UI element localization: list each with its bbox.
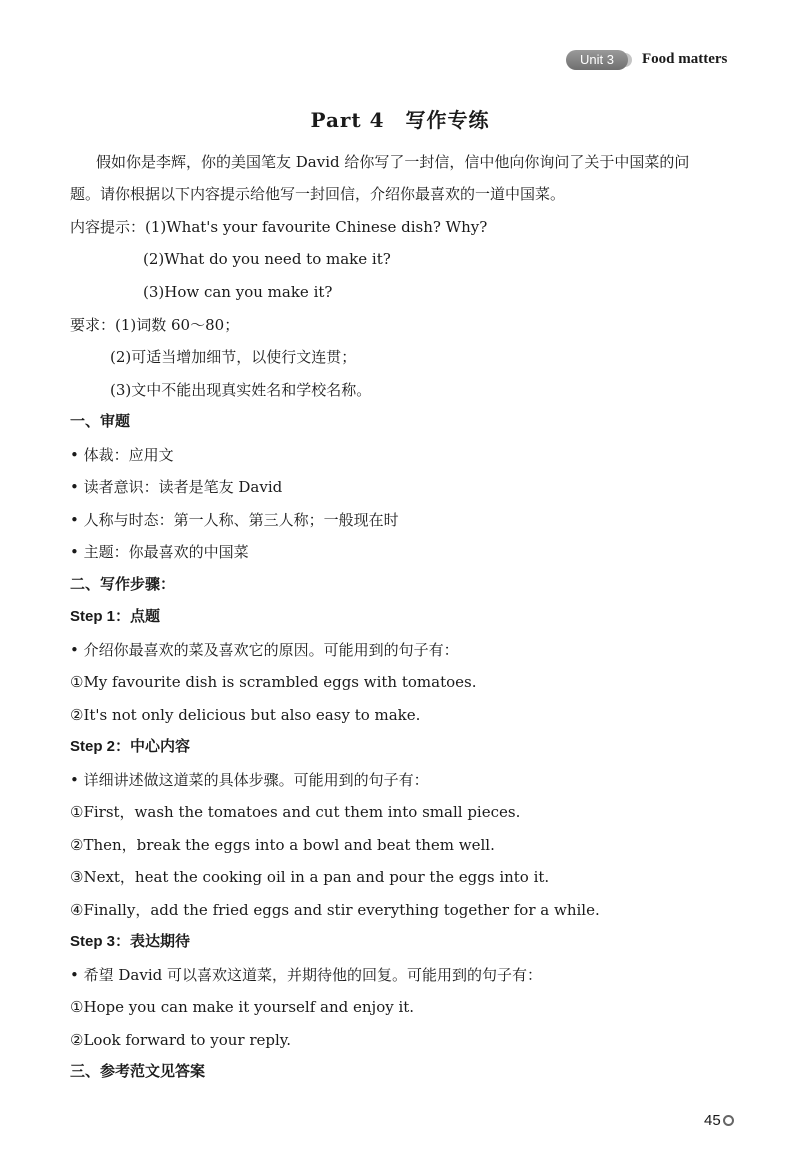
requirement-line: (2)可适当增加细节，以使行文连贯；	[110, 348, 357, 366]
requirement-line: (3)文中不能出现真实姓名和学校名称。	[110, 381, 372, 399]
example-sentence: ②Then，break the eggs into a bowl and beat them well.	[70, 836, 495, 854]
section-heading: 一、审题	[70, 413, 131, 430]
bullet-item: • 体裁：应用文	[70, 446, 174, 464]
bullet-item: • 人称与时态：第一人称、第三人称；一般现在时	[70, 511, 399, 529]
prompt-line: 内容提示：(1)What's your favourite Chinese dish? Why?	[70, 218, 488, 236]
part-title: Part 4 写作专练	[310, 108, 490, 132]
example-sentence: ①Hope you can make it yourself and enjoy it.	[70, 998, 415, 1016]
unit-header	[566, 50, 746, 72]
prompt-line: (3)How can you make it?	[143, 283, 333, 301]
example-sentence: ①My favourite dish is scrambled eggs with tomatoes.	[70, 673, 477, 691]
example-sentence: ①First，wash the tomatoes and cut them into small pieces.	[70, 803, 521, 821]
example-sentence: ②It's not only delicious but also easy to make.	[70, 706, 421, 724]
gear-icon	[723, 1115, 734, 1126]
step-title: Step 1：点题	[70, 608, 161, 625]
page-number: 45	[704, 1112, 721, 1129]
intro-line: 假如你是李辉，你的美国笔友 David 给你写了一封信，信中他向你询问了关于中国菜的问	[96, 153, 690, 171]
unit-title: Food matters	[642, 51, 728, 67]
bullet-item: • 读者意识：读者是笔友 David	[70, 478, 283, 496]
prompt-line: (2)What do you need to make it?	[143, 250, 391, 268]
example-sentence: ④Finally，add the fried eggs and stir everything together for a while.	[70, 901, 600, 919]
step-bullet: • 介绍你最喜欢的菜及喜欢它的原因。可能用到的句子有：	[70, 641, 459, 659]
section-heading: 三、参考范文见答案	[70, 1063, 206, 1080]
bullet-item: • 主题：你最喜欢的中国菜	[70, 543, 249, 561]
requirement-line: 要求：(1)词数 60～80；	[70, 316, 240, 334]
step-bullet: • 希望 David 可以喜欢这道菜，并期待他的回复。可能用到的句子有：	[70, 966, 542, 984]
unit-badge: Unit 3	[566, 50, 628, 70]
step-title: Step 2：中心内容	[70, 738, 191, 755]
example-sentence: ②Look forward to your reply.	[70, 1031, 292, 1049]
example-sentence: ③Next，heat the cooking oil in a pan and pour the eggs into it.	[70, 868, 550, 886]
section-heading: 二、写作步骤：	[70, 576, 176, 593]
intro-line: 题。请你根据以下内容提示给他写一封回信，介绍你最喜欢的一道中国菜。	[70, 185, 566, 203]
step-bullet: • 详细讲述做这道菜的具体步骤。可能用到的句子有：	[70, 771, 429, 789]
step-title: Step 3：表达期待	[70, 933, 191, 950]
